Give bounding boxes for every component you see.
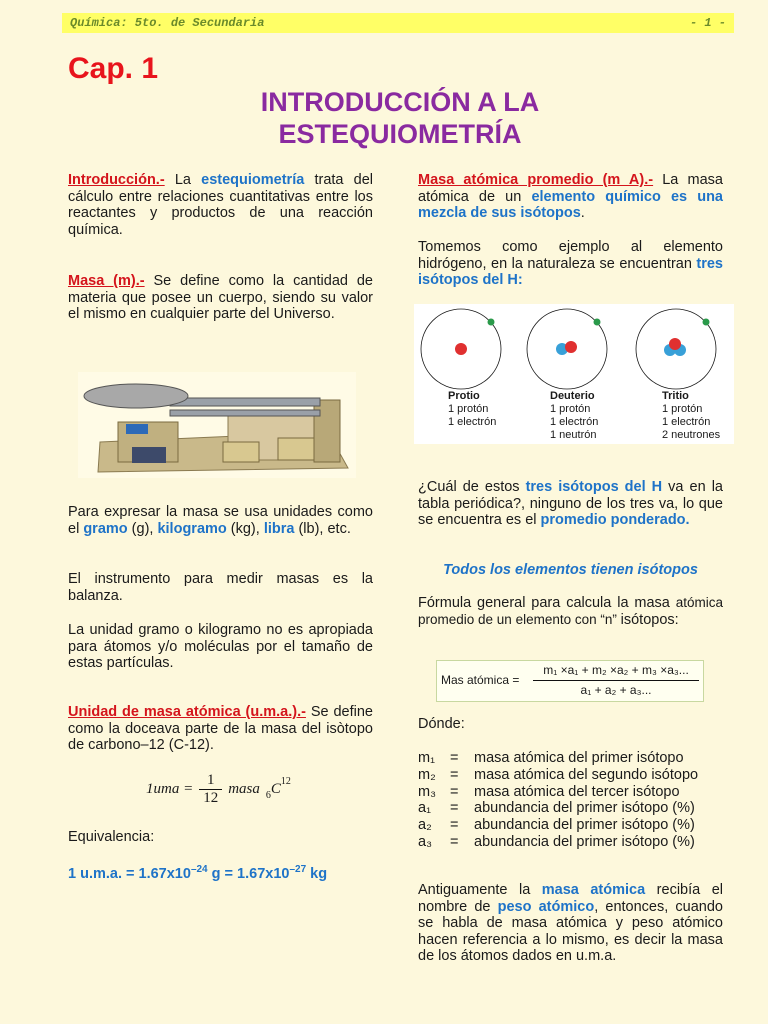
cual-term-1: tres isótopos del H (525, 479, 663, 495)
uma-formula-sub: 6 (265, 790, 271, 801)
masa-paragraph (68, 273, 373, 323)
definition-text: masa atómica del segundo isótopo (474, 766, 699, 783)
uma-formula-word: masa (228, 781, 260, 797)
isotope-line: 1 electrón (662, 416, 711, 428)
definition-equals: = (450, 766, 459, 783)
isotope-line: 2 neutrones (662, 429, 721, 441)
page-header (62, 13, 734, 33)
isotope-line: 1 electrón (448, 416, 497, 428)
cual-text-b: va en la tabla periódica?, ninguno de los tres va, lo que se encuentra es el (418, 479, 723, 528)
uma-text: Se define como la doceava parte de la masa del isòtopo de carbono–12 (C-12). (68, 704, 373, 753)
unidad-gramo-paragraph: La unidad gramo o kilogramo no es apropiada para átomos y/o moléculas por el tamaño de estas partículas. (68, 622, 373, 671)
todos-heading: Todos los elementos tienen isótopos (443, 562, 698, 578)
intro-term: estequiometría (201, 172, 305, 188)
masa-atomica-text-b: . (580, 205, 585, 221)
isotope-line: 1 protón (662, 403, 703, 415)
definition-row (418, 767, 698, 784)
isotope-line: 1 neutrón (550, 429, 597, 441)
equivalencia-part-c: kg (306, 865, 328, 882)
expresar-text-c: (kg), (226, 520, 264, 537)
definition-symbol: m₃ (418, 783, 436, 800)
definition-equals: = (450, 817, 459, 834)
intro-text-a: La (164, 172, 202, 188)
formula-general-text-a: Fórmula general para calcula la masa (418, 595, 676, 611)
isotope-name: Tritio (662, 390, 689, 402)
uma-formula-sup: 12 (280, 776, 291, 787)
uma-paragraph (68, 704, 373, 754)
tomemos-text: Tomemos como ejemplo al elemento hidrógeno, en la naturaleza se encuentran (418, 239, 723, 272)
expresar-paragraph (68, 504, 373, 537)
definition-text: abundancia del primer isótopo (%) (474, 800, 695, 817)
formula-lhs: Mas atómica = (441, 673, 520, 687)
equivalencia-exp-1: –24 (190, 864, 208, 875)
isotope-name: Deuterio (550, 390, 595, 402)
definition-equals: = (450, 833, 459, 850)
formula-denominator: a₁ + a₂ + a₃... (580, 683, 652, 697)
tomemos-term: tres isótopos del H: (418, 255, 723, 288)
uma-fraction (199, 772, 222, 807)
antiguamente-text-b: recibía el nombre de (418, 882, 723, 915)
definition-row (418, 800, 698, 817)
formula-general-text-c: isótopos: (620, 611, 679, 628)
cual-paragraph (418, 479, 723, 529)
isotope-line: 1 electrón (550, 416, 599, 428)
balance-illustration (78, 372, 356, 478)
definition-equals: = (450, 750, 459, 766)
definition-row (418, 784, 698, 801)
masa-atomica-label: Masa atómica promedio (m A).- (418, 172, 654, 188)
definition-equals: = (450, 783, 459, 800)
definition-text: masa atómica del tercer isótopo (474, 783, 680, 800)
antiguamente-paragraph (418, 882, 723, 965)
uma-label: Unidad de masa atómica (u.m.a.).- (68, 704, 306, 720)
expresar-text-d: (lb), etc. (294, 520, 351, 537)
equivalencia-exp-2: –27 (289, 864, 307, 875)
formula-box (436, 660, 704, 702)
definition-text: abundancia del primer isótopo (%) (474, 817, 695, 834)
isotope-protio (448, 390, 496, 429)
antiguamente-term-2: peso atómico (497, 898, 595, 915)
header-subject: Química: 5to. de Secundaria (70, 16, 265, 30)
intro-text-b: trata del cálculo entre relaciones cuantitativas entre los reactantes y productos de una reacción química. (68, 172, 373, 238)
uma-fraction-den: 12 (199, 789, 222, 807)
definition-symbol: a₁ (418, 800, 431, 817)
isotope-line: 1 protón (550, 403, 591, 415)
masa-atomica-term: elemento químico es una mezcla de sus isótopos (418, 188, 723, 221)
equivalencia-part-a: 1 u.m.a. = 1.67x10 (68, 865, 191, 882)
cual-term-2: promedio ponderado. (540, 512, 690, 528)
definition-equals: = (450, 800, 459, 817)
masa-atomica-text-a: La masa atómica de un (418, 172, 723, 205)
uma-formula (146, 772, 291, 807)
page-title-line-2: ESTEQUIOMETRÍA (278, 119, 522, 149)
formula-numerator: m₁ ×a₁ + m₂ ×a₂ + m₃ ×a₃... (543, 663, 689, 677)
formula-bar (533, 680, 699, 681)
intro-label: Introducción.- (68, 172, 165, 188)
uma-formula-lhs: 1uma = (146, 781, 194, 797)
equivalencia-label: Equivalencia: (68, 829, 155, 845)
masa-atomica-paragraph (418, 172, 723, 222)
page-number: - 1 - (689, 16, 726, 30)
isotope-line: 1 protón (448, 403, 489, 415)
equivalencia-value (68, 862, 388, 882)
equivalencia-part-b: g = 1.67x10 (207, 865, 290, 882)
definition-row (418, 750, 698, 767)
definition-text: masa atómica del primer isótopo (474, 750, 684, 766)
formula-general-text-b: atómica promedio de un elemento con “n” (418, 595, 723, 627)
formula-general-paragraph (418, 595, 723, 628)
cual-text-a: ¿Cuál de estos (418, 479, 526, 495)
antiguamente-text-a: Antiguamente la (418, 882, 542, 898)
antiguamente-text-c: , entonces, cuando se habla de masa atómica y peso atómico hacen referencia a lo mismo, es decir la masa de los átomos dados en u.m.a. (418, 898, 723, 964)
definition-symbol: a₃ (418, 833, 432, 850)
definitions-list (418, 750, 698, 851)
isotope-tritio (662, 390, 720, 442)
definition-text: abundancia del primer isótopo (%) (474, 833, 695, 850)
definition-symbol: a₂ (418, 817, 432, 834)
donde-label: Dónde: (418, 716, 465, 732)
definition-symbol: m₂ (418, 766, 436, 783)
definition-row (418, 817, 698, 834)
chapter-label: Cap. 1 (68, 52, 159, 85)
uma-formula-element: C (270, 781, 281, 797)
masa-text: Se define como la cantidad de materia que posee un cuerpo, siendo su valor el mismo en cualquier parte del Universo. (68, 273, 373, 322)
kilogramo-term: kilogramo (157, 520, 227, 537)
isotope-name: Protio (448, 390, 480, 402)
definition-symbol: m₁ (418, 750, 435, 766)
masa-label: Masa (m).- (68, 273, 145, 289)
antiguamente-term-1: masa atómica (541, 882, 646, 898)
expresar-text-a: Para expresar la masa se usa unidades como el (68, 504, 373, 537)
expresar-text-b: (g), (127, 520, 158, 537)
intro-paragraph (68, 172, 373, 238)
tomemos-paragraph (418, 239, 723, 289)
definition-row (418, 834, 698, 851)
isotope-deuterio (550, 390, 598, 442)
libra-term: libra (263, 520, 295, 537)
instrumento-paragraph: El instrumento para medir masas es la balanza. (68, 571, 373, 604)
page-title-line-1: INTRODUCCIÓN A LA (260, 87, 540, 117)
gramo-term: gramo (83, 520, 128, 537)
uma-fraction-num: 1 (206, 772, 215, 788)
